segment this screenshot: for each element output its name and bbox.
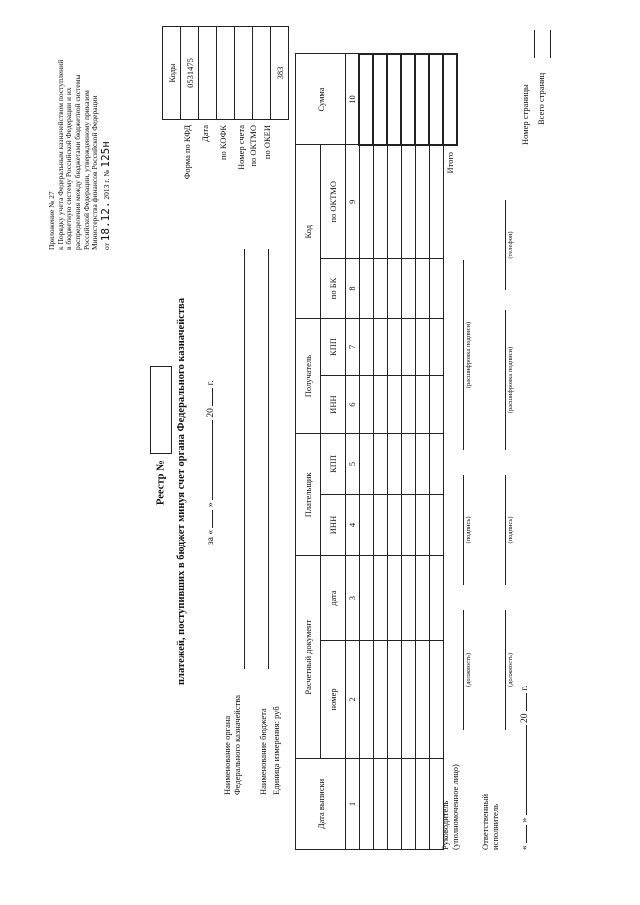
- org-name-line: [244, 249, 245, 669]
- annex-line: Министерства финансов Российской Федерации: [90, 95, 100, 250]
- total-label: Итого: [445, 152, 456, 174]
- col-header-recv-inn: ИНН: [321, 375, 346, 433]
- table-row: [401, 54, 415, 850]
- annex-line: к Порядку учета Федеральным казначейством поступлений: [55, 59, 65, 250]
- budget-name-line: [268, 249, 269, 669]
- code-date-value: [199, 27, 217, 120]
- cap-position: (должность): [507, 652, 514, 688]
- exec-decoding-line: [505, 310, 506, 450]
- col-header-doc-number: номер: [321, 640, 346, 758]
- group-header-payer: Плательщик: [296, 434, 321, 556]
- annex-order-number: 125н: [98, 141, 112, 168]
- registry-title: [150, 366, 172, 505]
- exec-position-line: [505, 610, 506, 730]
- col-header-sum: Сумма: [296, 54, 346, 145]
- cap-phone: (телефон): [507, 231, 514, 259]
- group-header-receiver: Получатель: [296, 318, 321, 433]
- col-number: 1: [346, 759, 360, 850]
- col-header-doc-date: дата: [321, 556, 346, 640]
- exec-signature-line: [505, 475, 506, 585]
- table-row: [359, 54, 373, 850]
- col-number: 4: [346, 494, 360, 556]
- code-account-value: [235, 27, 253, 120]
- group-header-code: Код: [296, 145, 321, 318]
- code-label: Дата: [200, 125, 210, 142]
- org-name-label: Наименование органа Федерального казначейства: [222, 694, 242, 795]
- registry-period: за « » 20 г.: [206, 380, 216, 545]
- col-header-payer-inn: ИНН: [321, 494, 346, 556]
- code-label: по КОФК: [218, 125, 228, 161]
- cap-decoding: (расшифровка подписи): [465, 321, 472, 389]
- head-position-line: [463, 610, 464, 730]
- head-signature-line: [463, 475, 464, 585]
- registry-subtitle: платежей, поступивших в бюджет минуя счет органа Федерального казначейства: [176, 298, 187, 685]
- cap-signature: (подпись): [465, 516, 472, 544]
- page-number-line: [534, 30, 535, 58]
- table-row: [429, 54, 443, 850]
- col-number: 8: [346, 259, 360, 319]
- total-pages-label: Всего страниц: [536, 72, 546, 125]
- cap-position: (должность): [465, 652, 472, 688]
- col-header-recv-kpp: КПП: [321, 318, 346, 375]
- head-decoding-line: [463, 260, 464, 450]
- head-label: Руководитель (уполномоченное лицо): [440, 764, 460, 850]
- code-okei-value: 383: [271, 27, 289, 120]
- col-number: 6: [346, 375, 360, 433]
- total-row: [443, 54, 457, 850]
- code-label: Форма по КФД: [182, 125, 192, 180]
- col-header-bk: по БК: [321, 259, 346, 319]
- table-row: [387, 54, 401, 850]
- annex-order-date: 18.12.: [98, 201, 112, 242]
- code-label: Номер счета: [236, 125, 246, 170]
- col-number: 5: [346, 434, 360, 494]
- payments-table: [295, 53, 458, 850]
- table-row: [415, 54, 429, 850]
- code-oktmo-value: [253, 27, 271, 120]
- cap-decoding: (расшифровка подписи): [507, 346, 514, 414]
- exec-phone-line: [505, 200, 506, 290]
- annex-block: [48, 60, 112, 250]
- total-pages-line: [550, 30, 551, 58]
- unit-label: Единица измерения: руб: [271, 706, 281, 795]
- total-value: [443, 54, 457, 145]
- codes-table: [162, 26, 289, 120]
- executor-label: Ответственный исполнитель: [480, 794, 500, 850]
- cap-signature: (подпись): [507, 516, 514, 544]
- col-header-oktmo: по ОКТМО: [321, 145, 346, 259]
- page-number-label: Номер страницы: [520, 84, 530, 145]
- registry-label: Реестр №: [155, 460, 167, 505]
- col-number: 10: [346, 54, 360, 145]
- column-number-row: [346, 54, 360, 850]
- col-number: 3: [346, 556, 360, 640]
- annex-order-year: 2013 г. №: [101, 169, 111, 200]
- code-kfd-value: 0531475: [181, 27, 199, 120]
- annex-line: Российской Федерации, утвержденному приказом: [81, 90, 91, 250]
- annex-order-line: [100, 60, 113, 250]
- codes-header: Коды: [163, 27, 181, 120]
- annex-line: распределения между бюджетами бюджетной системы: [72, 74, 82, 250]
- registry-number-box[interactable]: [150, 366, 172, 454]
- table-row: [373, 54, 387, 850]
- signature-date: « » 20 г.: [520, 685, 530, 850]
- col-number: 9: [346, 145, 360, 259]
- annex-line: Приложение № 27: [47, 191, 56, 250]
- code-kofk-value: [217, 27, 235, 120]
- col-number: 2: [346, 640, 360, 758]
- code-label: по ОКЕИ: [262, 125, 272, 160]
- col-number: 7: [346, 318, 360, 375]
- code-label: по ОКТМО: [248, 125, 258, 167]
- budget-name-label: Наименование бюджета: [258, 708, 268, 795]
- col-header-date: Дата выписки: [296, 759, 346, 850]
- annex-line: в бюджетную систему Российской Федерации и их: [64, 87, 74, 250]
- annex-order-prefix: от: [101, 243, 111, 250]
- group-header-doc: Расчетный документ: [296, 556, 321, 759]
- col-header-payer-kpp: КПП: [321, 434, 346, 494]
